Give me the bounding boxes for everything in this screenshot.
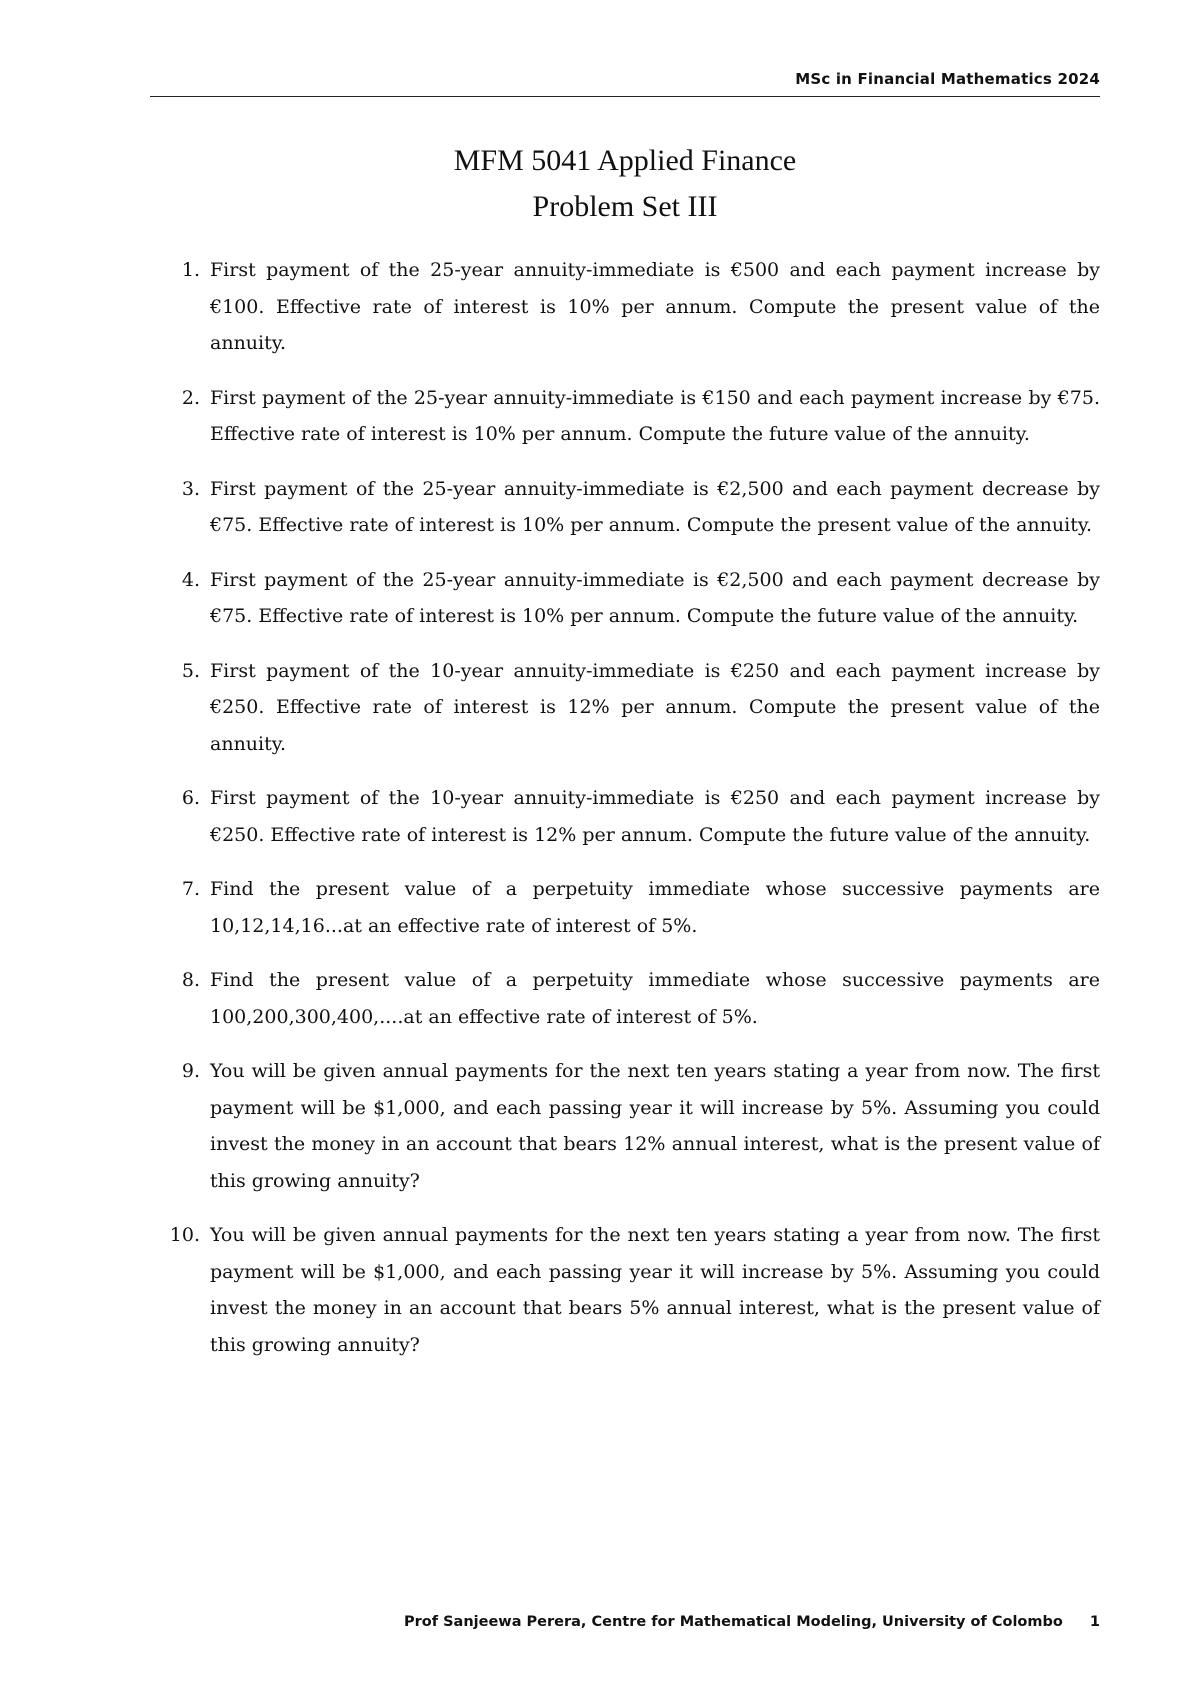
problem-text: You will be given annual payments for the next ten years stating a year from now. The first payment will be $1,000, and each passing year it will increase by 5%. Assuming you could invest the money in an account that bears 12% annual interest, what is the present value of this growing annuity? [210,1060,1100,1192]
problem-number: 2. [181,386,200,409]
problem-text: First payment of the 10-year annuity-immediate is €250 and each payment increase by €250. Effective rate of interest is 12% per annum. Compute the future value of the annuity. [210,787,1100,846]
problem-set-title: Problem Set III [532,190,718,223]
problem-number: 7. [181,878,200,900]
problem-item [150,471,1100,544]
problem-item [150,1217,1100,1363]
program-label: MSc in Financial Mathematics 2024 [795,70,1100,88]
problem-number: 8. [181,969,200,991]
problem-number: 10. [169,1224,200,1246]
problem-number: 5. [181,659,200,682]
document-title [150,138,1100,230]
problem-text: Find the present value of a perpetuity immediate whose successive payments are 10,12,14,16...at an effective rate of interest of 5%. [210,878,1100,937]
problem-item [150,1053,1100,1199]
problem-number: 6. [181,787,200,809]
problem-text: First payment of the 10-year annuity-immediate is €250 and each payment increase by €250. Effective rate of interest is 12% per annum. Compute the present value of the annuity. [210,659,1100,755]
footer-author: Prof Sanjeewa Perera, Centre for Mathematical Modeling, University of Colombo [404,1614,1063,1630]
problem-item [150,380,1100,453]
problem-text: You will be given annual payments for the next ten years stating a year from now. The first payment will be $1,000, and each passing year it will increase by 5%. Assuming you could invest the money in an account that bears 5% annual interest, what is the present value of this growing annuity? [210,1224,1100,1356]
problem-item [150,962,1100,1035]
problem-number: 1. [181,259,200,281]
problem-text: First payment of the 25-year annuity-immediate is €2,500 and each payment decrease by €75. Effective rate of interest is 10% per annum. Compute the future value of the annuity. [210,568,1100,627]
page-number: 1 [1089,1614,1100,1630]
problem-item [150,562,1100,635]
problem-item [150,871,1100,944]
problem-number: 4. [181,568,200,591]
page-footer [150,1614,1100,1630]
problem-text: Find the present value of a perpetuity immediate whose successive payments are 100,200,300,400,....at an effective rate of interest of 5%. [210,969,1100,1028]
course-title: MFM 5041 Applied Finance [453,144,797,177]
problem-text: First payment of the 25-year annuity-immediate is €150 and each payment increase by €75. Effective rate of interest is 10% per annum. Compute the future value of the annuity. [210,386,1100,445]
problem-number: 9. [181,1060,200,1082]
problem-list [150,252,1100,1381]
problem-number: 3. [181,477,200,500]
problem-item [150,780,1100,853]
problem-text: First payment of the 25-year annuity-immediate is €500 and each payment increase by €100. Effective rate of interest is 10% per annum. Compute the present value of the annuity. [210,259,1100,354]
running-header [150,70,1100,97]
problem-item [150,252,1100,362]
problem-text: First payment of the 25-year annuity-immediate is €2,500 and each payment decrease by €75. Effective rate of interest is 10% per annum. Compute the present value of the annuity. [210,477,1100,536]
problem-item [150,653,1100,763]
